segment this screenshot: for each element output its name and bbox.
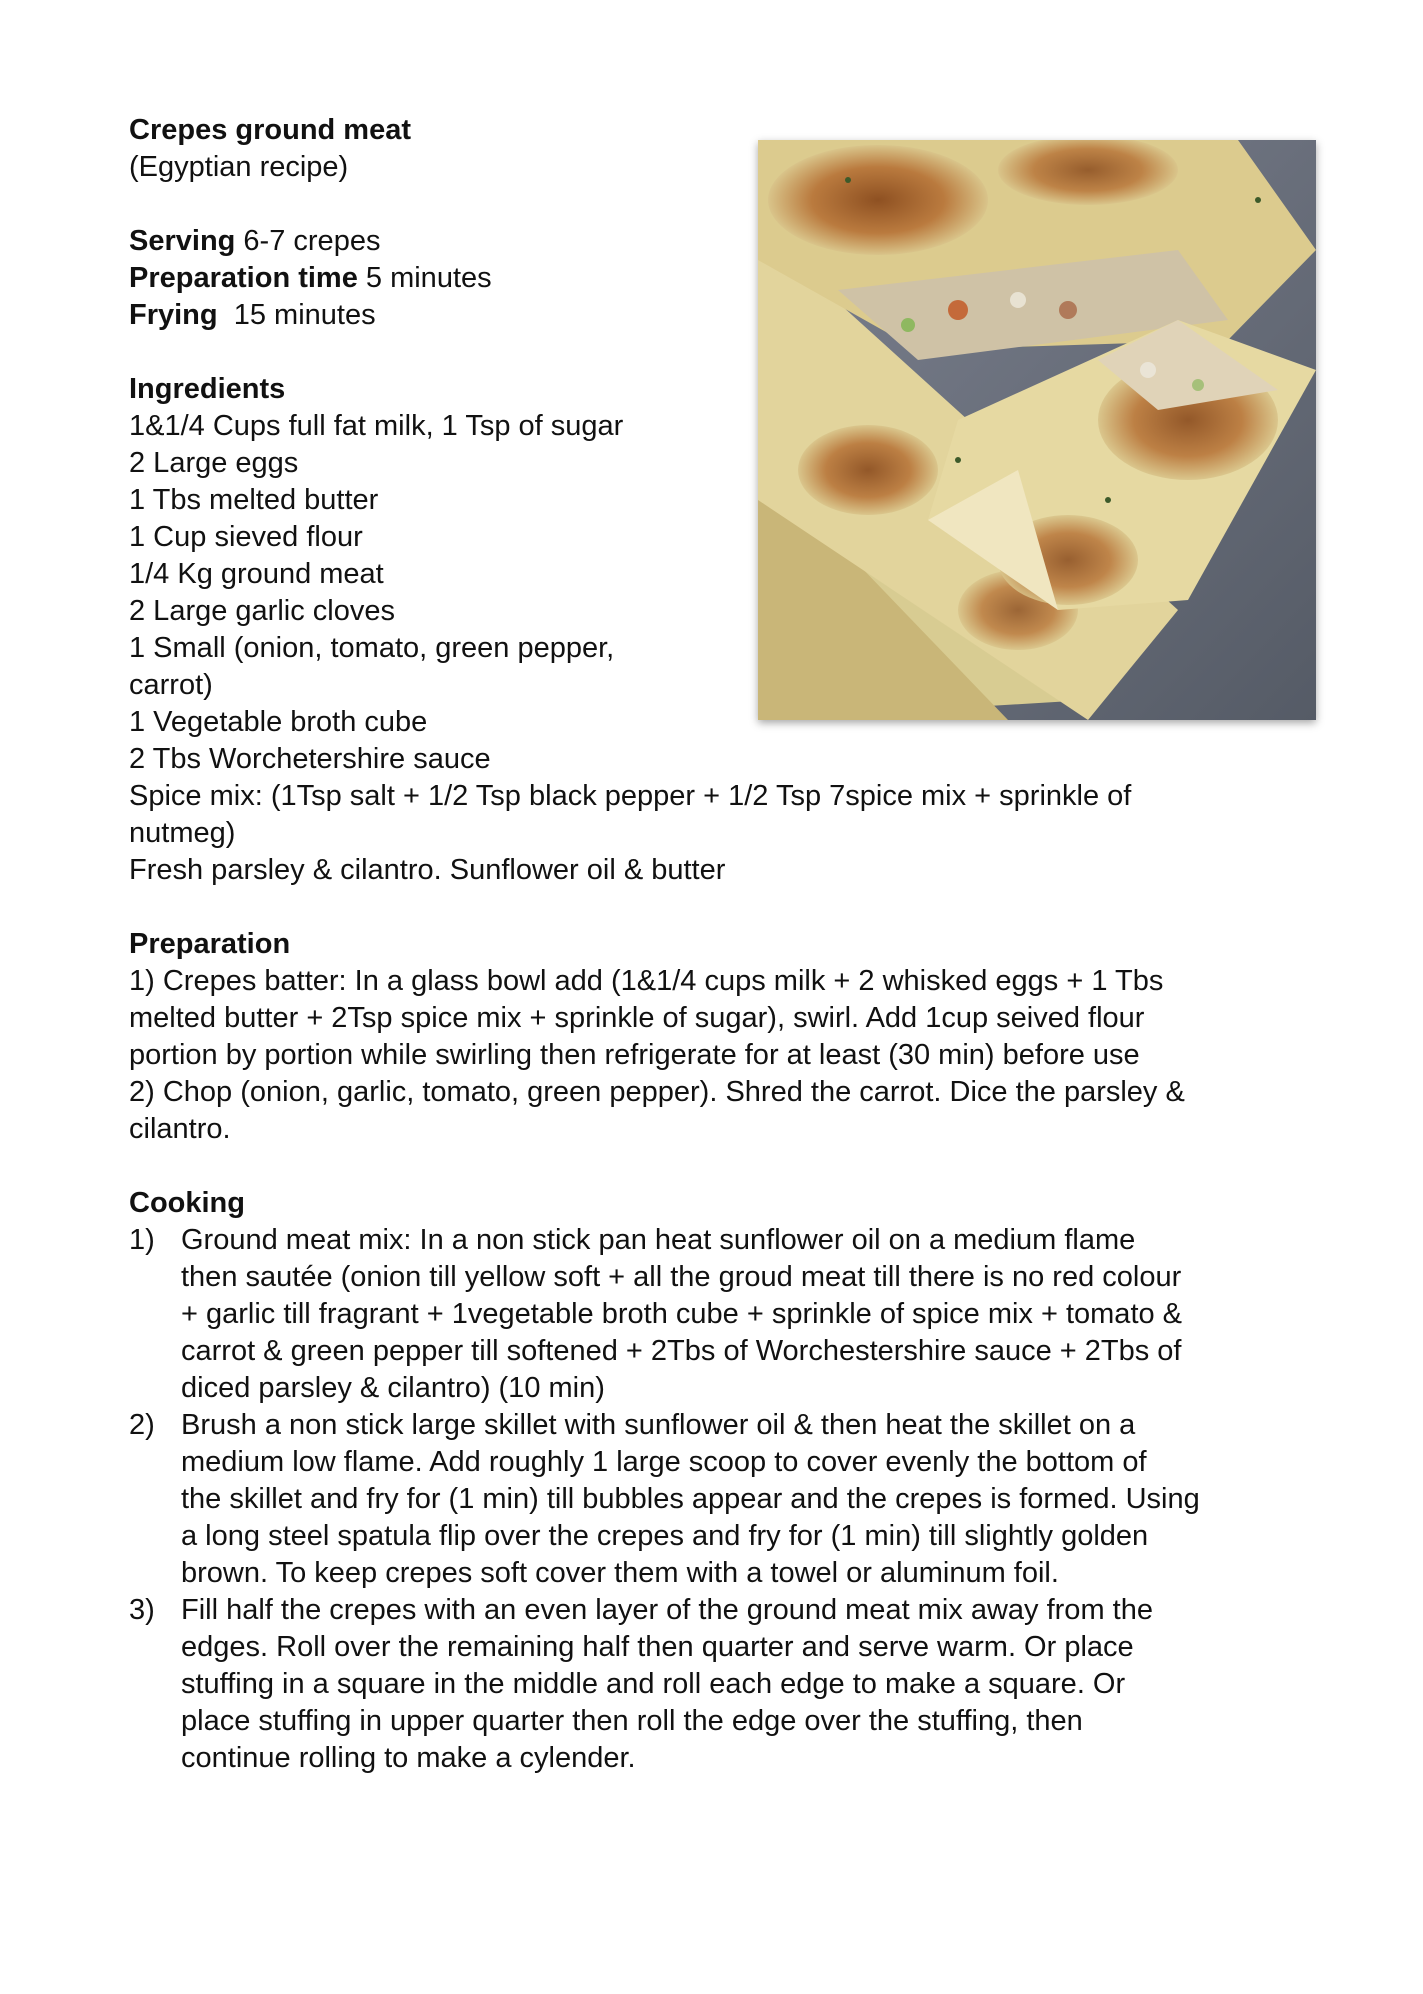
step-line: medium low flame. Add roughly 1 large scoop to cover evenly the bottom of [181,1446,1147,1478]
meta-frying [129,297,1329,334]
step-line: diced parsley & cilantro) (10 min) [181,1372,605,1404]
step-line: Ground meat mix: In a non stick pan heat sunflower oil on a medium flame [181,1224,1136,1256]
ingredient-line: carrot) [129,669,213,701]
step-line: continue rolling to make a cylender. [181,1742,636,1774]
meta-value: 5 minutes [357,262,492,294]
preparation-line: cilantro. [129,1113,231,1145]
step-line: edges. Roll over the remaining half then quarter and serve warm. Or place [181,1631,1134,1663]
step-number: 2) [129,1409,155,1441]
meta-serving [129,223,1329,260]
step-line: a long steel spatula flip over the crepes and fry for (1 min) till slightly golden [181,1520,1149,1552]
recipe-document [129,112,1329,1777]
step-line: Fill half the crepes with an even layer of the ground meat mix away from the [181,1594,1153,1626]
ingredients-heading: Ingredients [129,373,286,405]
ingredient-line: Fresh parsley & cilantro. Sunflower oil & butter [129,854,726,886]
ingredient-line: 1 Tbs melted butter [129,484,379,516]
step-number: 1) [129,1224,155,1256]
ingredient-line: 2 Large garlic cloves [129,595,395,627]
meta-label: Frying [129,299,218,331]
cooking-step-1 [129,1222,1329,1407]
cooking-step-2 [129,1407,1329,1592]
recipe-title: Crepes ground meat [129,114,411,146]
step-line: the skillet and fry for (1 min) till bubbles appear and the crepes is formed. Using [181,1483,1200,1515]
preparation-line: 1) Crepes batter: In a glass bowl add (1&1/4 cups milk + 2 whisked eggs + 1 Tbs [129,965,1164,997]
ingredient-line: 1 Vegetable broth cube [129,706,428,738]
preparation-heading: Preparation [129,928,291,960]
cooking-step-3 [129,1592,1329,1777]
meta-label: Preparation time [129,262,358,294]
step-line: carrot & green pepper till softened + 2Tbs of Worchestershire sauce + 2Tbs of [181,1335,1182,1367]
preparation-line: 2) Chop (onion, garlic, tomato, green pepper). Shred the carrot. Dice the parsley & [129,1076,1185,1108]
meta-preparation-time [129,260,1329,297]
meta-value: 6-7 crepes [235,225,381,257]
ingredient-line: 1&1/4 Cups full fat milk, 1 Tsp of sugar [129,410,624,442]
cooking-heading: Cooking [129,1187,245,1219]
ingredient-line: 1 Small (onion, tomato, green pepper, [129,632,615,664]
ingredient-line: 2 Large eggs [129,447,299,479]
recipe-subtitle: (Egyptian recipe) [129,151,349,183]
ingredient-line: nutmeg) [129,817,236,849]
step-line: place stuffing in upper quarter then roll the edge over the stuffing, then [181,1705,1083,1737]
step-line: + garlic till fragrant + 1vegetable broth cube + sprinkle of spice mix + tomato & [181,1298,1183,1330]
ingredient-line: 1/4 Kg ground meat [129,558,384,590]
preparation-line: melted butter + 2Tsp spice mix + sprinkle of sugar), swirl. Add 1cup seived flour [129,1002,1145,1034]
step-line: Brush a non stick large skillet with sunflower oil & then heat the skillet on a [181,1409,1136,1441]
step-number: 3) [129,1594,155,1626]
step-line: stuffing in a square in the middle and roll each edge to make a square. Or [181,1668,1126,1700]
meta-value: 15 minutes [217,299,376,331]
preparation-line: portion by portion while swirling then refrigerate for at least (30 min) before use [129,1039,1140,1071]
step-line: then sautée (onion till yellow soft + all the groud meat till there is no red colour [181,1261,1182,1293]
ingredient-line: Spice mix: (1Tsp salt + 1/2 Tsp black pepper + 1/2 Tsp 7spice mix + sprinkle of [129,780,1132,812]
meta-label: Serving [129,225,236,257]
ingredient-line: 1 Cup sieved flour [129,521,363,553]
ingredient-line: 2 Tbs Worchetershire sauce [129,743,491,775]
step-line: brown. To keep crepes soft cover them with a towel or aluminum foil. [181,1557,1059,1589]
